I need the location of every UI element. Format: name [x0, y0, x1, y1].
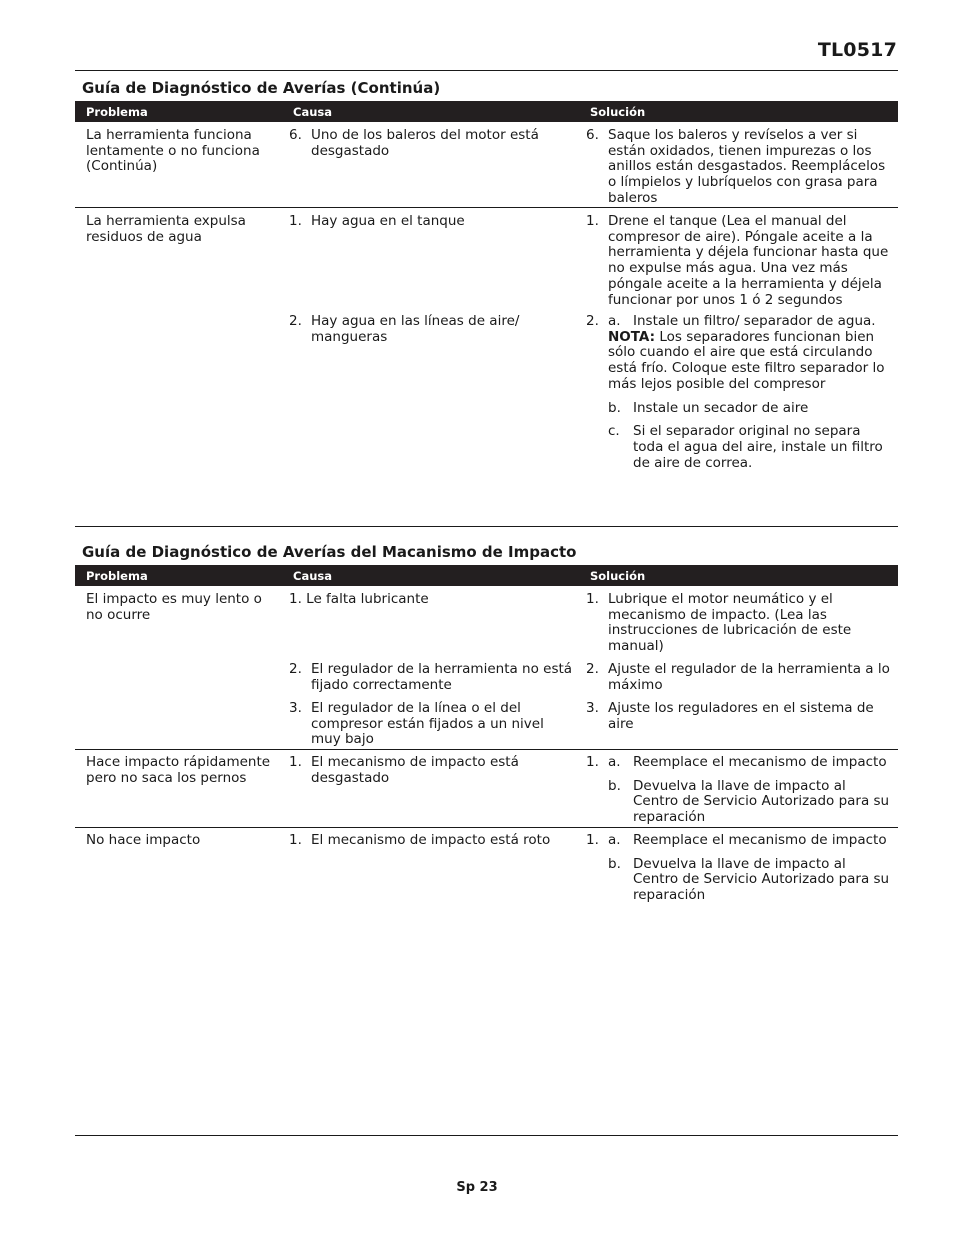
solution-letter: a.	[608, 832, 621, 848]
table-header	[75, 565, 898, 586]
cause-cell	[282, 128, 579, 207]
solution-number: 1.	[586, 832, 599, 848]
solution-cell	[579, 662, 898, 701]
solution-letter: b.	[608, 399, 621, 416]
solution-letter: b.	[608, 777, 621, 794]
header-problem: Problema	[86, 104, 148, 119]
solution-number: 2.	[586, 661, 599, 677]
solution-text: Devuelva la llave de impacto al Centro de Servicio Autorizado para su reparación	[633, 777, 890, 826]
cause-number: 6.	[289, 127, 302, 143]
solution-text: Reemplace el mecanismo de impacto	[633, 754, 887, 770]
solution-cell	[579, 701, 898, 748]
problem-cell: La herramienta funciona lentamente o no funciona (Continúa)	[86, 127, 260, 175]
cause-number: 3.	[289, 700, 302, 716]
section-title: Guía de Diagnóstico de Averías del Macanismo de Impacto	[82, 543, 577, 561]
solution-text: Si el separador original no separa toda el agua del aire, instale un filtro de aire de correa.	[633, 423, 883, 471]
cause-text: Hay agua en el tanque	[311, 213, 465, 229]
cause-text: El regulador de la herramienta no está fijado correctamente	[311, 661, 573, 693]
solution-text: Reemplace el mecanismo de impacto	[633, 832, 887, 848]
model-number: TL0517	[817, 39, 897, 61]
problem-cell-empty	[75, 701, 282, 748]
cause-text: 1. Le falta lubricante	[289, 591, 429, 607]
problem-cell: El impacto es muy lento o no ocurre	[86, 591, 262, 623]
table-row	[75, 750, 898, 828]
problem-cell-empty	[75, 662, 282, 701]
solution-number: 1.	[586, 213, 599, 229]
cause-number: 2.	[289, 313, 302, 329]
cause-cell	[282, 314, 579, 471]
solution-letter: a.	[608, 313, 621, 329]
solution-text: Lubrique el motor neumático y el mecanismo de impacto. (Lea las instrucciones de lubricación de este manual)	[608, 591, 852, 655]
header-rule	[75, 70, 898, 71]
solution-text: Instale un secador de aire	[633, 399, 809, 416]
solution-letter: c.	[608, 423, 620, 440]
cause-text: Uno de los baleros del motor está desgastado	[311, 127, 539, 159]
impact-mechanism-section	[75, 541, 898, 908]
cause-number: 1.	[289, 213, 302, 229]
cause-number: 1.	[289, 832, 302, 848]
problem-cell: La herramienta expulsa residuos de agua	[86, 213, 246, 245]
cause-text: Hay agua en las líneas de aire/ mangueras	[311, 313, 520, 345]
problem-cell: No hace impacto	[86, 832, 201, 848]
solution-number: 2.	[586, 313, 599, 329]
solution-cell	[579, 128, 898, 207]
troubleshooting-section-continued	[75, 77, 898, 526]
problem-cell: Hace impacto rápidamente pero no saca los pernos	[86, 754, 271, 786]
solution-number: 1.	[586, 754, 599, 770]
solution-cell	[579, 214, 898, 314]
cause-cell	[282, 701, 579, 748]
section-divider	[75, 526, 898, 527]
solution-number: 6.	[586, 127, 599, 143]
note-text: Los separadores funcionan bien sólo cuando el aire que está circulando está frío. Coloque este filtro separador lo más lejos posible del compresor	[608, 328, 885, 392]
solution-text: Ajuste los reguladores en el sistema de aire	[608, 700, 874, 732]
solution-letter: b.	[608, 855, 621, 872]
cause-number: 1.	[289, 754, 302, 770]
table-row	[75, 828, 898, 908]
page-number: Sp 23	[456, 1180, 498, 1195]
solution-text: Ajuste el regulador de la herramienta a lo máximo	[608, 661, 890, 693]
header-cause: Causa	[293, 568, 332, 583]
solution-number: 3.	[586, 700, 599, 716]
solution-text: Devuelva la llave de impacto al Centro de Servicio Autorizado para su reparación	[633, 855, 890, 904]
header-solution: Solución	[590, 104, 646, 119]
header-solution: Solución	[590, 568, 646, 583]
solution-cell	[579, 592, 898, 662]
section-title: Guía de Diagnóstico de Averías (Continúa)	[82, 79, 441, 97]
solution-number: 1.	[586, 591, 599, 607]
footer-rule	[75, 1135, 898, 1136]
table-header	[75, 101, 898, 122]
header-problem: Problema	[86, 568, 148, 583]
problem-cell-empty	[75, 314, 282, 471]
cause-text: El mecanismo de impacto está roto	[311, 832, 551, 848]
cause-cell	[282, 592, 579, 662]
solution-letter: a.	[608, 754, 621, 770]
solution-cell	[579, 755, 898, 826]
table-row	[75, 586, 898, 750]
cause-cell	[282, 662, 579, 701]
header-cause: Causa	[293, 104, 332, 119]
solution-text: Drene el tanque (Lea el manual del compresor de aire). Póngale aceite a la herramienta y déjela funcionar hasta que no expulse más agua. Una vez más póngale aceite a la herramienta y déjela funcionar por unos 1 ó 2 segundos	[608, 213, 889, 308]
cause-text: El regulador de la línea o el del compresor están fijados a un nivel muy bajo	[311, 700, 544, 748]
cause-text: El mecanismo de impacto está desgastado	[311, 754, 519, 786]
solution-cell	[579, 314, 898, 471]
cause-cell	[282, 214, 579, 314]
solution-cell	[579, 833, 898, 904]
table-row	[75, 122, 898, 208]
cause-cell	[282, 755, 579, 826]
solution-text: Instale un filtro/ separador de agua.	[633, 313, 876, 329]
cause-cell	[282, 833, 579, 904]
cause-number: 2.	[289, 661, 302, 677]
table-row	[75, 208, 898, 526]
solution-text: Saque los baleros y revíselos a ver si están oxidados, tienen impurezas o los anillos están desgastados. Reemplácelos o límpielos y lubríquelos con grasa para baleros	[608, 127, 886, 206]
note-label: NOTA:	[608, 328, 656, 345]
